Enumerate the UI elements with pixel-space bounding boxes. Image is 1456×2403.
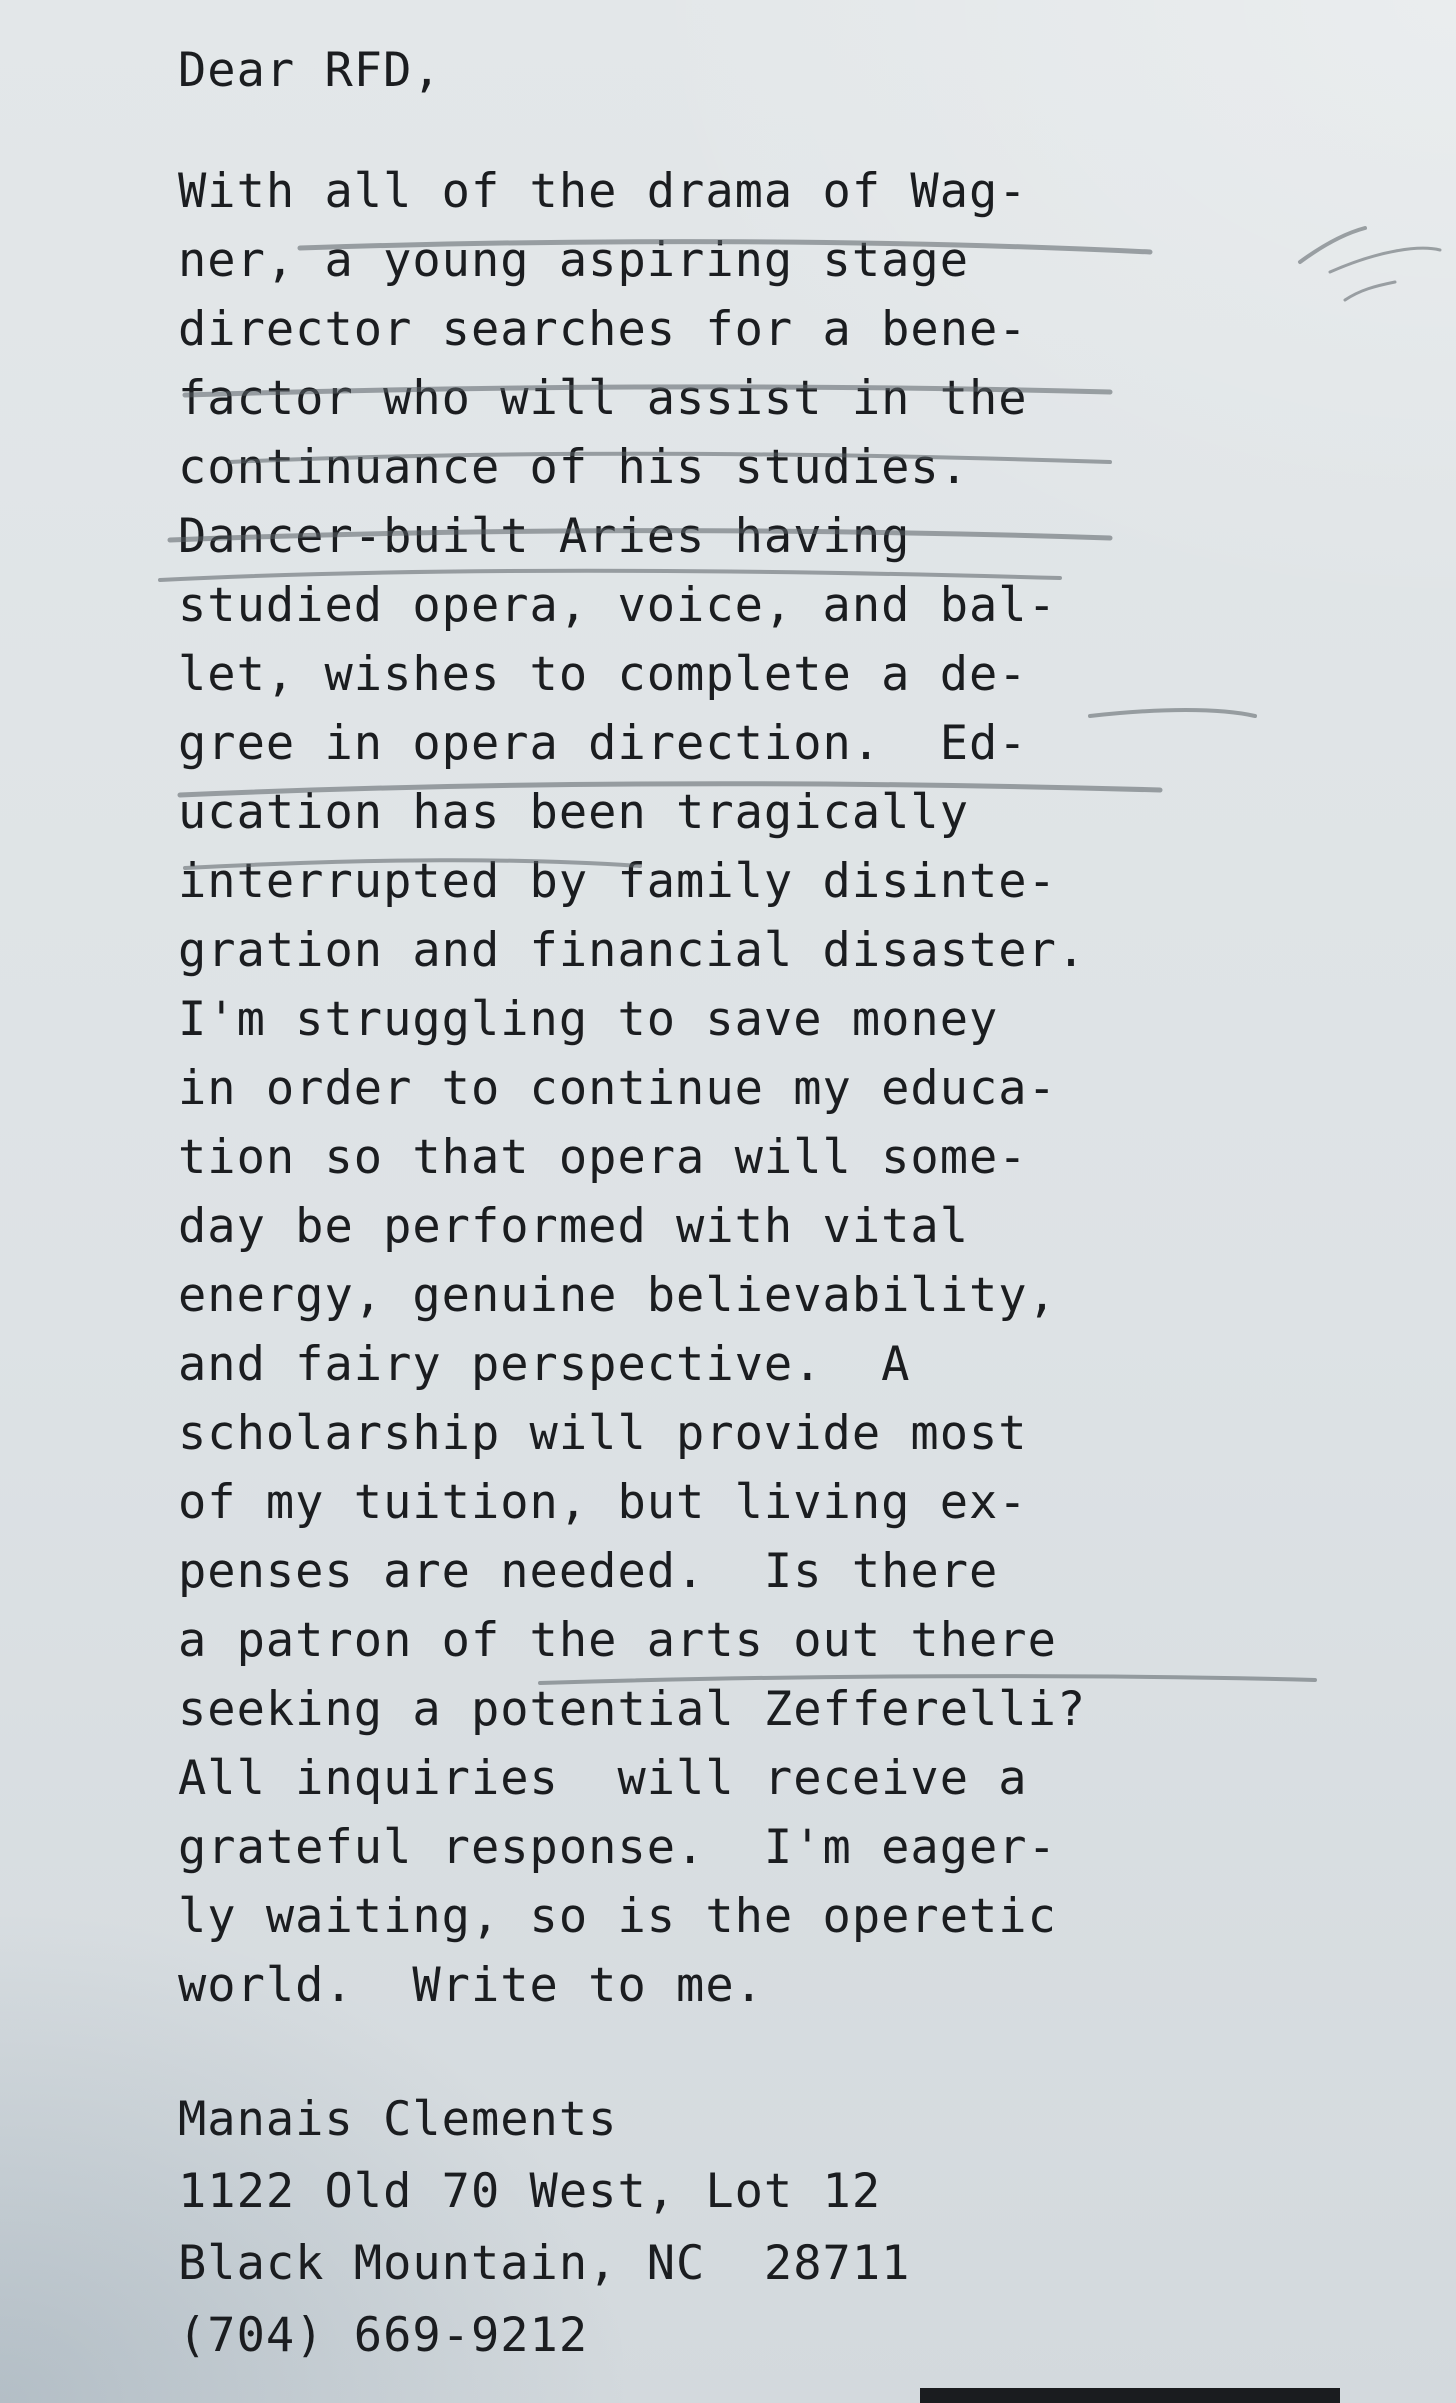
body-line: let, wishes to complete a de- xyxy=(178,647,1028,702)
body-line: With all of the drama of Wag- xyxy=(178,164,1028,219)
body-line: in order to continue my educa- xyxy=(178,1061,1057,1116)
body-line: scholarship will provide most xyxy=(178,1406,1028,1461)
body-line: gration and financial disaster. xyxy=(178,923,1087,978)
body-line: interrupted by family disinte- xyxy=(178,854,1057,909)
letter-body xyxy=(178,157,1378,2020)
bottom-edge-bar xyxy=(920,2388,1340,2403)
body-line: of my tuition, but living ex- xyxy=(178,1475,1028,1530)
street-address: 1122 Old 70 West, Lot 12 xyxy=(178,2164,882,2219)
body-line: tion so that opera will some- xyxy=(178,1130,1028,1185)
body-line: grateful response. I'm eager- xyxy=(178,1820,1057,1875)
body-line: Dancer-built Aries having xyxy=(178,509,911,564)
signature-block xyxy=(178,2084,1378,2372)
body-line: ner, a young aspiring stage xyxy=(178,233,970,288)
body-line: director searches for a bene- xyxy=(178,302,1028,357)
phone-number: (704) 669-9212 xyxy=(178,2308,589,2363)
body-line: studied opera, voice, and bal- xyxy=(178,578,1057,633)
signer-name: Manais Clements xyxy=(178,2092,618,2147)
body-line: ucation has been tragically xyxy=(178,785,970,840)
body-line: penses are needed. Is there xyxy=(178,1544,999,1599)
body-line: a patron of the arts out there xyxy=(178,1613,1057,1668)
body-line: factor who will assist in the xyxy=(178,371,1028,426)
body-line: and fairy perspective. A xyxy=(178,1337,911,1392)
body-line: energy, genuine believability, xyxy=(178,1268,1057,1323)
body-line: I'm struggling to save money xyxy=(178,992,999,1047)
body-line: world. Write to me. xyxy=(178,1958,764,2013)
typewritten-letter xyxy=(178,36,1378,2372)
body-line: All inquiries will receive a xyxy=(178,1751,1028,1806)
body-line: seeking a potential Zefferelli? xyxy=(178,1682,1087,1737)
salutation: Dear RFD, xyxy=(178,43,442,98)
body-line: day be performed with vital xyxy=(178,1199,970,1254)
body-line: ly waiting, so is the operetic xyxy=(178,1889,1057,1944)
body-line: continuance of his studies. xyxy=(178,440,970,495)
city-state-zip: Black Mountain, NC 28711 xyxy=(178,2236,911,2291)
body-line: gree in opera direction. Ed- xyxy=(178,716,1028,771)
